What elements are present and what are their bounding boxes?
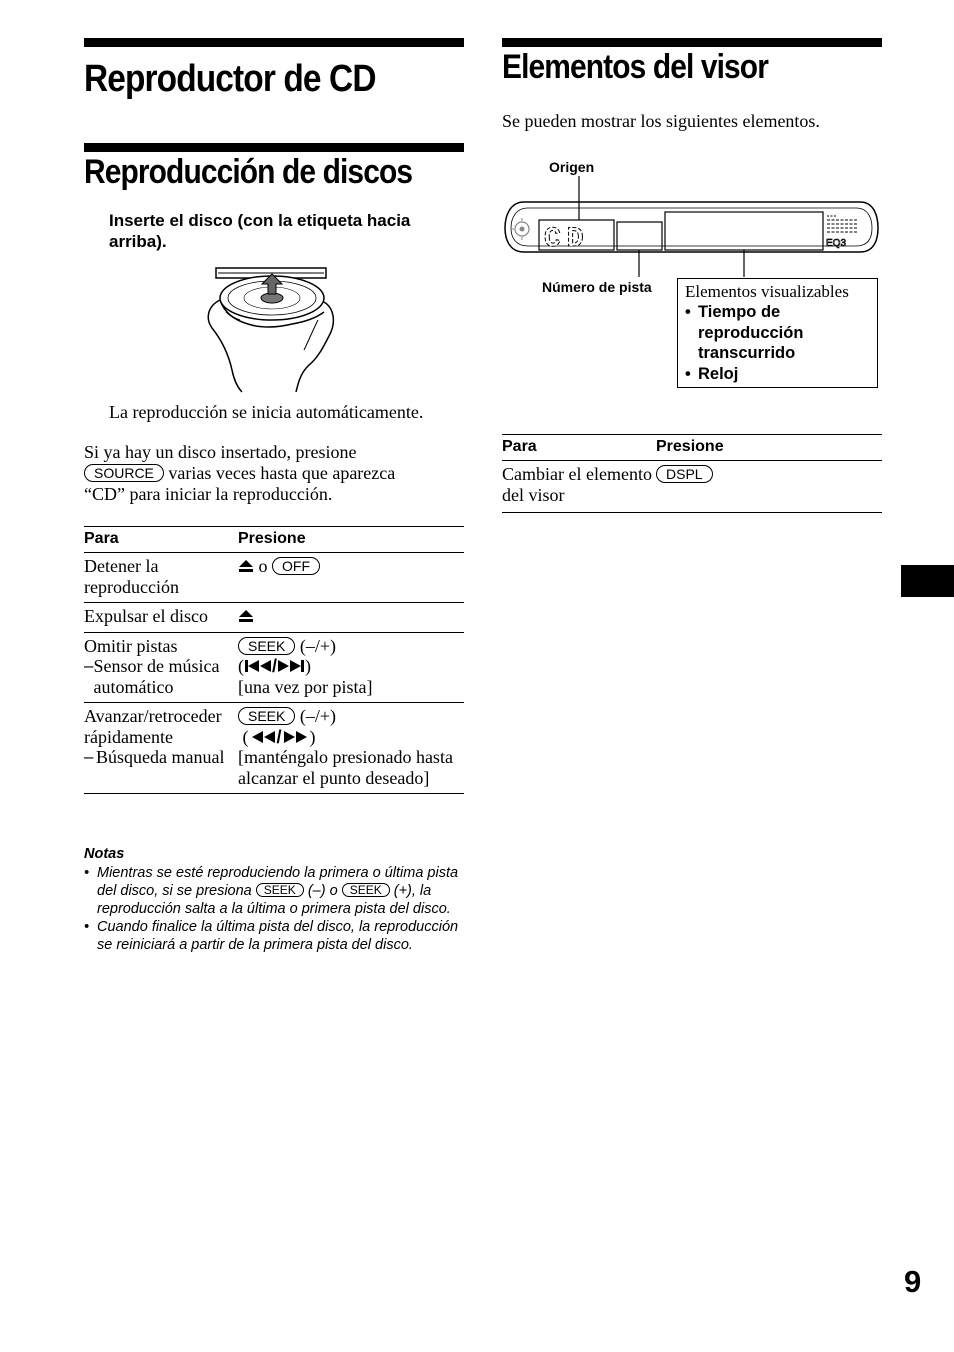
- row-stop-keys: [238, 553, 464, 603]
- col-header-para: Para: [84, 527, 238, 553]
- skip-label: Omitir pistas: [84, 635, 178, 656]
- disc-controls-table: [84, 526, 464, 794]
- display-items-title: Elementos visualizables: [685, 282, 849, 301]
- table-row: [84, 632, 464, 703]
- seek-button: SEEK: [342, 883, 390, 897]
- seek-sign: (–/+): [299, 706, 336, 726]
- disc-insert-illustration: [200, 262, 345, 394]
- row-skip-keys: SEEK (–/+) ( / ) [una vez por pista]: [238, 632, 464, 703]
- col-header-presione: Presione: [656, 435, 882, 461]
- page-title: Reproductor de CD: [84, 58, 376, 100]
- display-panel-diagram: [500, 176, 882, 278]
- title-rule: [84, 38, 464, 47]
- row-skip-label: [84, 632, 238, 703]
- display-item-1-text: Tiempo de reproducción transcurrido: [698, 303, 804, 362]
- row-change-display-keys: [656, 461, 882, 513]
- col-header-presione: Presione: [238, 527, 464, 553]
- display-item-2-text: Reloj: [698, 364, 739, 383]
- rewind-icon: [249, 727, 277, 747]
- search-note: [manténgalo presionado hasta alcanzar el punto deseado]: [238, 747, 453, 788]
- or-text: o: [258, 556, 268, 576]
- off-button: OFF: [272, 557, 320, 575]
- row-eject-label: Expulsar el disco: [84, 603, 238, 633]
- display-intro-text: Se pueden mostrar los siguientes elementos.: [502, 111, 820, 131]
- notes-block: [84, 845, 464, 954]
- skip-note: [una vez por pista]: [238, 676, 373, 697]
- skip-sub-label: Sensor de música automático: [93, 656, 220, 697]
- dspl-button: DSPL: [656, 465, 713, 483]
- search-sub-label: Búsqueda manual: [96, 747, 225, 767]
- slash: /: [272, 656, 278, 676]
- note-2: • Cuando finalice la última pista del disco, la reproducción se reiniciará a partir de la primera pista del disco.: [84, 918, 464, 954]
- seek-button: SEEK: [238, 707, 295, 725]
- eject-icon: [238, 556, 259, 576]
- source-paragraph: [84, 442, 464, 505]
- label-origen: Origen: [549, 159, 595, 175]
- label-numero-pista: Número de pista: [542, 279, 652, 295]
- para-line-2: varias veces hasta que aparezca: [168, 463, 396, 483]
- source-button: SOURCE: [84, 464, 164, 482]
- row-eject-keys: [238, 603, 464, 633]
- display-controls-table: [502, 434, 882, 513]
- table-row: [84, 553, 464, 603]
- step-instruction: Inserte el disco (con la etiqueta hacia arriba).: [109, 211, 411, 251]
- page-number: 9: [904, 1264, 922, 1299]
- note-1-text-b: (–) o: [307, 883, 338, 899]
- fast-forward-icon: [282, 727, 310, 747]
- right-section-title: Elementos del visor: [502, 48, 768, 86]
- row-stop-label: Detener la reproducción: [84, 553, 238, 603]
- display-items-box: [677, 278, 878, 388]
- note-2-text: Cuando finalice la última pista del disco, la reproducción se reiniciará a partir de la primera pista del disco.: [97, 919, 459, 953]
- search-sub-item: – Búsqueda manual: [84, 747, 225, 767]
- right-title-rule: [502, 38, 882, 47]
- display-eq-text: EQ3: [826, 238, 847, 249]
- prev-track-icon: [244, 656, 272, 676]
- note-1: • Mientras se esté reproduciendo la primera o última pista del disco, si se presiona SEEK (–) o SEEK (+), la reproducción salta a la última o primera pista del disco.: [84, 865, 459, 917]
- seek-sign: (–/+): [299, 635, 336, 656]
- section-side-tab: [901, 565, 954, 597]
- table-row: [84, 603, 464, 633]
- display-item-1: • Tiempo de reproducción transcurrido: [685, 302, 877, 364]
- note-1-text-a: Mientras se esté reproduciendo la primera o última pista del disco, si se presiona: [97, 865, 459, 899]
- seek-button: SEEK: [256, 883, 304, 897]
- display-cd-text: CD: [544, 224, 590, 255]
- playback-starts-text: La reproducción se inicia automáticamente.: [109, 402, 424, 422]
- col-header-para: Para: [502, 435, 656, 461]
- next-track-icon: [277, 656, 305, 676]
- para-line-3: “CD” para iniciar la reproducción.: [84, 484, 333, 504]
- note-1-text-c: (+), la reproducción salta a la última o primera pista del disco.: [97, 883, 451, 917]
- table-row: [84, 703, 464, 794]
- search-label: Avanzar/retroceder rápidamente: [84, 706, 222, 747]
- row-search-keys: SEEK (–/+) ( / ) [manténgalo presionado hasta alcanzar el punto deseado]: [238, 703, 464, 794]
- slash: /: [276, 726, 282, 747]
- table-row: [502, 461, 882, 513]
- row-search-label: [84, 703, 238, 794]
- seek-button: SEEK: [238, 637, 295, 655]
- eject-icon: [238, 606, 254, 626]
- row-change-display-label: Cambiar el elemento del visor: [502, 461, 656, 513]
- section-rule: [84, 143, 464, 152]
- skip-sub-item: – Sensor de música automático: [84, 656, 238, 697]
- notes-heading: Notas: [84, 846, 125, 862]
- para-line-1: Si ya hay un disco insertado, presione: [84, 442, 357, 462]
- section-title: Reproducción de discos: [84, 153, 413, 191]
- display-item-2: • Reloj: [685, 364, 739, 383]
